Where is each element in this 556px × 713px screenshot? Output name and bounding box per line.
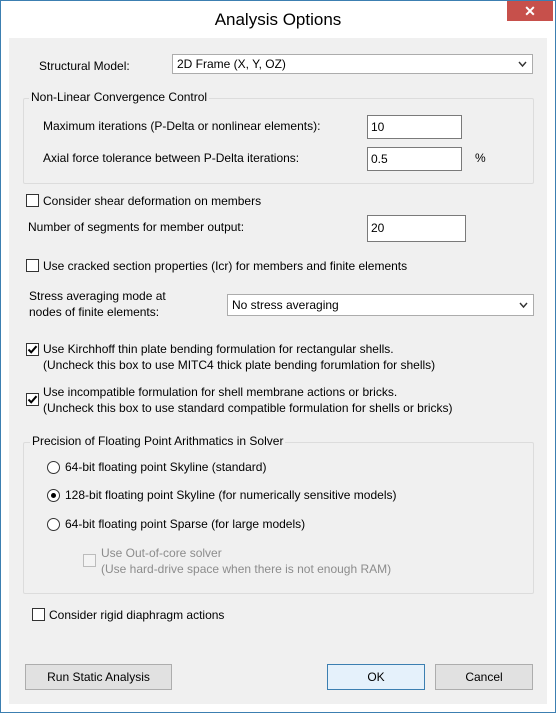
incompatible-label-line2: (Uncheck this box to use standard compatible formulation for shells or bricks) <box>43 401 453 415</box>
convergence-group <box>23 98 534 184</box>
segments-value: 20 <box>371 221 385 235</box>
structural-model-value: 2D Frame (X, Y, OZ) <box>177 57 286 71</box>
out-of-core-label-line2: (Use hard-drive space when there is not enough RAM) <box>101 562 392 576</box>
max-iterations-label: Maximum iterations (P-Delta or nonlinear elements): <box>43 119 321 133</box>
chevron-down-icon <box>516 57 529 71</box>
close-button[interactable] <box>507 1 553 21</box>
dialog-body <box>9 38 547 704</box>
cracked-section-checkbox[interactable] <box>26 259 39 272</box>
stress-averaging-value: No stress averaging <box>232 298 339 312</box>
rigid-diaphragm-label[interactable]: Consider rigid diaphragm actions <box>49 608 225 622</box>
structural-model-select[interactable] <box>172 54 533 74</box>
kirchhoff-checkbox[interactable] <box>26 343 39 356</box>
precision-option-sparse-64-radio[interactable] <box>47 518 60 531</box>
stress-averaging-label-line1: Stress averaging mode at <box>29 289 166 303</box>
stress-averaging-label-line2: nodes of finite elements: <box>29 305 160 319</box>
axial-tolerance-value: 0.5 <box>371 152 388 166</box>
checkmark-icon <box>27 394 38 405</box>
kirchhoff-label-line1[interactable]: Use Kirchhoff thin plate bending formulation for rectangular shells. <box>43 342 394 356</box>
structural-model-label: Structural Model: <box>39 59 130 73</box>
precision-option-skyline-128-radio[interactable] <box>47 489 60 502</box>
out-of-core-label-line1: Use Out-of-core solver <box>101 546 222 560</box>
stress-averaging-select[interactable] <box>227 294 534 316</box>
convergence-group-title: Non-Linear Convergence Control <box>31 90 208 104</box>
checkmark-icon <box>27 344 38 355</box>
axial-tolerance-input[interactable] <box>367 147 462 171</box>
cancel-button[interactable]: Cancel <box>435 664 533 690</box>
cracked-section-label[interactable]: Use cracked section properties (Icr) for members and finite elements <box>43 259 408 273</box>
precision-option-sparse-64-label[interactable]: 64-bit floating point Sparse (for large models) <box>65 517 306 531</box>
axial-tolerance-unit: % <box>475 151 486 165</box>
out-of-core-checkbox <box>83 554 96 567</box>
chevron-down-icon <box>517 298 530 312</box>
segments-input[interactable] <box>367 215 466 242</box>
max-iterations-input[interactable] <box>367 115 462 139</box>
precision-option-skyline-64-label[interactable]: 64-bit floating point Skyline (standard) <box>65 460 267 474</box>
max-iterations-value: 10 <box>371 120 385 134</box>
precision-option-skyline-64-radio[interactable] <box>47 461 60 474</box>
incompatible-checkbox[interactable] <box>26 393 39 406</box>
precision-option-skyline-128-label[interactable]: 128-bit floating point Skyline (for numerically sensitive models) <box>65 488 397 502</box>
precision-group-title: Precision of Floating Point Arithmatics in Solver <box>32 434 284 448</box>
run-static-analysis-button[interactable]: Run Static Analysis <box>25 664 172 690</box>
axial-tolerance-label: Axial force tolerance between P-Delta iterations: <box>43 151 300 165</box>
title-bar <box>1 1 555 38</box>
shear-deformation-checkbox[interactable] <box>26 194 39 207</box>
incompatible-label-line1[interactable]: Use incompatible formulation for shell membrane actions or bricks. <box>43 385 398 399</box>
rigid-diaphragm-checkbox[interactable] <box>32 608 45 621</box>
segments-label: Number of segments for member output: <box>28 220 245 234</box>
kirchhoff-label-line2: (Uncheck this box to use MITC4 thick plate bending forumlation for shells) <box>43 358 436 372</box>
radio-selected-dot <box>51 493 56 498</box>
dialog-title: Analysis Options <box>214 10 342 29</box>
close-icon[interactable]: ✕ <box>524 3 536 19</box>
ok-button[interactable]: OK <box>327 664 425 690</box>
shear-deformation-label[interactable]: Consider shear deformation on members <box>43 194 262 208</box>
